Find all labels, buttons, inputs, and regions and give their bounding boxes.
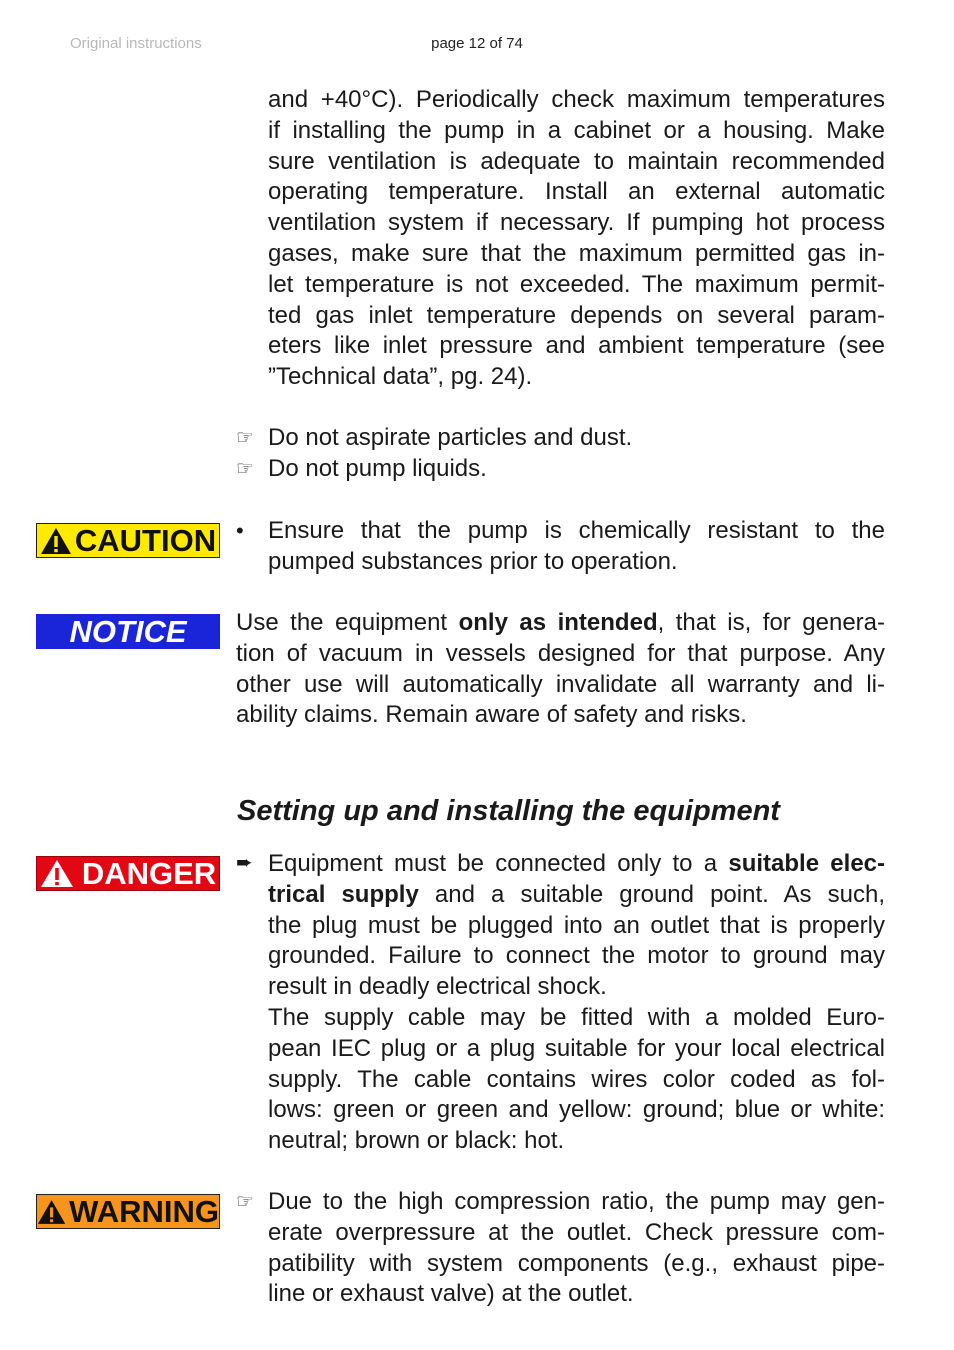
warning-text <box>268 1187 885 1310</box>
caution-label: CAUTION <box>74 522 217 558</box>
text-line: gases, make sure that the maximum permitted gas in- <box>268 239 885 267</box>
warning-badge <box>36 1194 220 1229</box>
list-item: Do not pump liquids. <box>268 455 487 482</box>
text-line: tion of vacuum in vessels designed for that purpose. Any <box>236 639 885 667</box>
text-line: erate overpressure at the outlet. Check pressure com- <box>268 1218 885 1246</box>
text-line: grounded. Failure to connect the motor to ground may <box>268 942 885 970</box>
text-fragment: and a suitable ground point. As such, <box>418 880 885 908</box>
caution-badge <box>36 523 220 558</box>
notice-text <box>236 608 885 731</box>
text-line: ventilation system if necessary. If pumping hot process <box>268 209 885 237</box>
text-line: eters like inlet pressure and ambient temperature (see <box>268 332 885 360</box>
bold-text: suitable elec- <box>728 850 886 877</box>
text-line: ”Technical data”, pg. 24). <box>268 363 533 391</box>
text-line: line or exhaust valve) at the outlet. <box>268 1280 634 1308</box>
text-line: neutral; brown or black: hot. <box>268 1127 565 1155</box>
text-line <box>236 608 885 639</box>
notice-label: NOTICE <box>69 613 187 649</box>
pointing-hand-icon: ☞ <box>236 1191 254 1213</box>
bold-text: trical supply <box>268 880 419 908</box>
text-line: supply. The cable contains wires color coded as fol- <box>268 1065 885 1093</box>
text-fragment: Equipment must be connected only to a <box>268 850 729 877</box>
pointing-hand-icon: ☞ <box>236 427 254 449</box>
list-item: Do not aspirate particles and dust. <box>268 424 633 451</box>
exclamation-triangle-icon <box>40 859 74 888</box>
document-label: Original instructions <box>70 35 202 52</box>
text-line: pean IEC plug or a plug suitable for your local electrical <box>268 1034 885 1062</box>
text-line <box>268 849 885 880</box>
text-line: pumped substances prior to operation. <box>268 547 678 575</box>
exclamation-triangle-icon <box>40 527 72 555</box>
text-line: other use will automatically invalidate all warranty and li- <box>236 670 885 698</box>
danger-text <box>268 849 885 1157</box>
notice-badge <box>36 614 220 649</box>
right-arrow-icon: ➨ <box>236 852 253 874</box>
text-fragment: , that is, for genera- <box>657 609 885 636</box>
danger-badge <box>36 856 220 891</box>
caution-text <box>268 516 885 578</box>
text-line: Ensure that the pump is chemically resistant to the <box>268 517 885 544</box>
exclamation-triangle-icon <box>37 1198 66 1226</box>
text-line: lows: green or green and yellow: ground; blue or white: <box>268 1096 885 1124</box>
text-line: result in deadly electrical shock. <box>268 973 607 1001</box>
bold-text: only as intended <box>458 609 658 636</box>
temperature-paragraph <box>268 85 885 393</box>
text-line: and +40°C). Periodically check maximum temperatures <box>268 86 885 113</box>
text-line: patibility with system components (e.g., exhaust pipe- <box>268 1249 885 1277</box>
text-line <box>268 880 885 911</box>
text-line: ted gas inlet temperature depends on several param- <box>268 301 885 329</box>
pointing-hand-icon: ☞ <box>236 458 254 480</box>
warning-label: WARNING <box>69 1193 219 1229</box>
bullet-icon: • <box>236 518 244 543</box>
page-number: page 12 of 74 <box>431 35 523 52</box>
text-line: if installing the pump in a cabinet or a housing. Make <box>268 116 885 144</box>
text-line: sure ventilation is adequate to maintain recommended <box>268 147 885 175</box>
text-line: the plug must be plugged into an outlet that is properly <box>268 911 885 939</box>
text-line: ability claims. Remain aware of safety and risks. <box>236 701 747 729</box>
text-line: let temperature is not exceeded. The maximum permit- <box>268 270 885 298</box>
text-line: The supply cable may be fitted with a molded Euro- <box>268 1003 885 1031</box>
text-line: Due to the high compression ratio, the pump may gen- <box>268 1188 885 1215</box>
text-fragment: Use the equipment <box>236 609 459 636</box>
section-heading: Setting up and installing the equipment <box>237 795 780 827</box>
text-line: operating temperature. Install an external automatic <box>268 178 885 206</box>
danger-label: DANGER <box>81 855 217 891</box>
